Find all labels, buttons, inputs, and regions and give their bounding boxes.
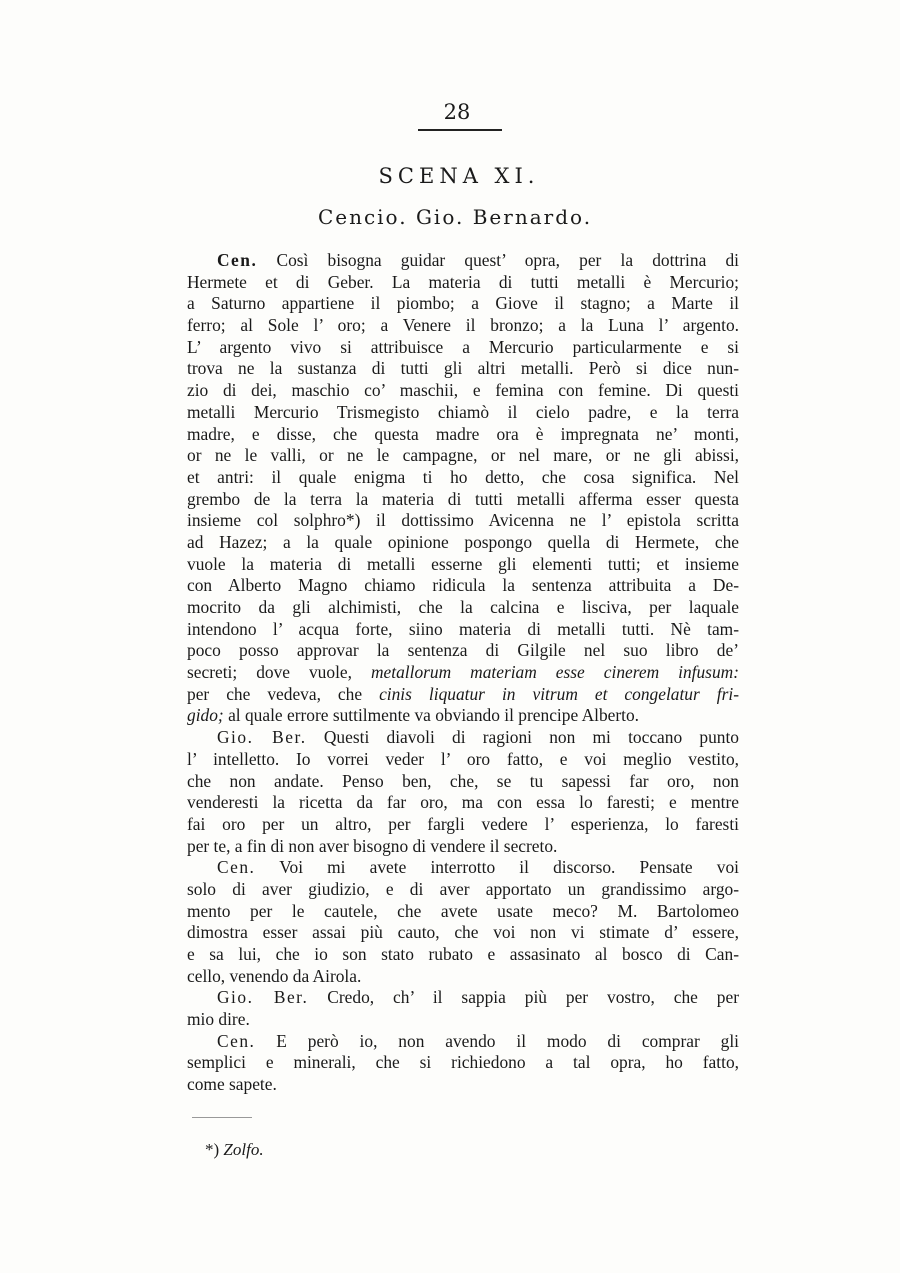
scene-title: SCENA XI.: [378, 164, 540, 188]
text-line: dimostra esser assai più cauto, che voi non vi stimate d’ essere,: [187, 922, 739, 943]
footnote-text: Zolfo.: [223, 1140, 264, 1159]
text-line: madre, e disse, che questa madre ora è impregnata ne’ monti,: [187, 423, 739, 444]
text-line: metalli Mercurio Trismegisto chiamò il cielo padre, e la terra: [187, 401, 739, 422]
text-line: insieme col solphro*) il dottissimo Avicenna ne l’ epistola scritta: [187, 510, 739, 531]
text-line: e sa lui, che io son stato rubato e assasinato al bosco di Can-: [187, 944, 739, 964]
text-line: a Saturno appartiene il piombo; a Giove il stagno; a Marte il: [187, 293, 739, 314]
text-line: mio dire.: [187, 1009, 250, 1030]
text-line: cello, venendo da Airola.: [187, 965, 362, 986]
text-line: grembo de la terra la materia di tutti metalli afferma esser questa: [187, 488, 739, 509]
text-line: Gio. Ber. Questi diavoli di ragioni non mi toccano punto: [217, 727, 739, 748]
latin-quote: cinis liquatur in vitrum et congelatur fri-: [379, 683, 739, 704]
text-line: l’ intelletto. Io vorrei veder l’ oro fatto, e voi meglio vestito,: [187, 748, 739, 769]
header-rule: [418, 129, 502, 131]
text-line: con Alberto Magno chiamo ridicula la sentenza attribuita a De-: [187, 575, 739, 596]
text-line: Cen. Voi mi avete interrotto il discorso. Pensate voi: [217, 857, 739, 878]
text-line: L’ argento vivo si attribuisce a Mercurio particularmente e si: [187, 336, 739, 357]
text-line: ferro; al Sole l’ oro; a Venere il bronzo; a la Luna l’ argento.: [187, 315, 739, 336]
speaker: Cen.: [217, 857, 256, 878]
text-line: Gio. Ber. Credo, ch’ il sappia più per vostro, che per: [217, 987, 739, 1008]
footnote: [205, 1140, 264, 1160]
text-line: secreti; dove vuole, metallorum materiam esse cinerem infusum:: [187, 662, 739, 683]
text-line: mento per le cautele, che avete usate meco? M. Bartolomeo: [187, 900, 739, 921]
text-line: Cen. Così bisogna guidar quest’ opra, per la dottrina di: [217, 250, 739, 270]
text-line: solo di aver giudizio, e di aver apportato un grandissimo argo-: [187, 878, 739, 899]
text-line: trova ne la sustanza di tutti gli altri metalli. Però si dice nun-: [187, 358, 739, 379]
text-line: Cen. E però io, non avendo il modo di comprar gli: [217, 1030, 739, 1051]
text-line: intendono l’ acqua forte, siino materia di metalli tutti. Nè tam-: [187, 618, 739, 639]
play-text: [187, 250, 739, 1096]
latin-quote: gido;: [187, 705, 224, 726]
text-line: zio di dei, maschio co’ maschii, e femina con femine. Di questi: [187, 380, 739, 401]
text-line: vuole la materia di metalli esserne gli elementi tutti; et insieme: [187, 553, 739, 574]
text-line: come sapete.: [187, 1074, 277, 1095]
text-line: venderesti la ricetta da far oro, ma con essa lo faresti; e mentre: [187, 792, 739, 813]
page-number: 28: [443, 100, 471, 124]
footnote-rule: [192, 1117, 252, 1118]
speaker: Cen.: [217, 1030, 256, 1051]
speaker: Gio. Ber.: [217, 987, 309, 1008]
speaker: Cen.: [217, 250, 258, 270]
footnote-marker: *): [205, 1140, 220, 1159]
speaker: Gio. Ber.: [217, 727, 307, 748]
text-line: poco posso approvar la sentenza di Gilgile nel suo libro de’: [187, 640, 739, 661]
text-line: per che vedeva, che cinis liquatur in vitrum et congelatur fri-: [187, 683, 739, 704]
text-line: gido; al quale errore suttilmente va obviando il prencipe Alberto.: [187, 705, 640, 726]
text-line: ad Hazez; a la quale opinione pospongo quella di Hermete, che: [187, 531, 739, 552]
text-line: che non andate. Penso ben, che, se tu sapessi far oro, non: [187, 770, 739, 791]
text-line: Hermete et di Geber. La materia di tutti metalli è Mercurio;: [187, 271, 739, 292]
text-line: semplici e minerali, che si richiedono a tal opra, ho fatto,: [187, 1052, 739, 1073]
text-line: et antri: il quale enigma ti ho detto, che cosa significa. Nel: [187, 466, 739, 487]
text-line: mocrito da gli alchimisti, che la calcina e lisciva, per laquale: [187, 597, 739, 617]
text-line: per te, a fin di non aver bisogno di vendere il secreto.: [187, 835, 558, 856]
text-line: fai oro per un altro, per fargli vedere l’ esperienza, lo faresti: [187, 813, 739, 834]
text-line: or ne le valli, or ne le campagne, or nel mare, or ne gli abissi,: [187, 445, 739, 466]
characters-heading: Cencio. Gio. Bernardo.: [317, 205, 593, 229]
latin-quote: metallorum materiam esse cinerem infusum:: [370, 662, 739, 683]
